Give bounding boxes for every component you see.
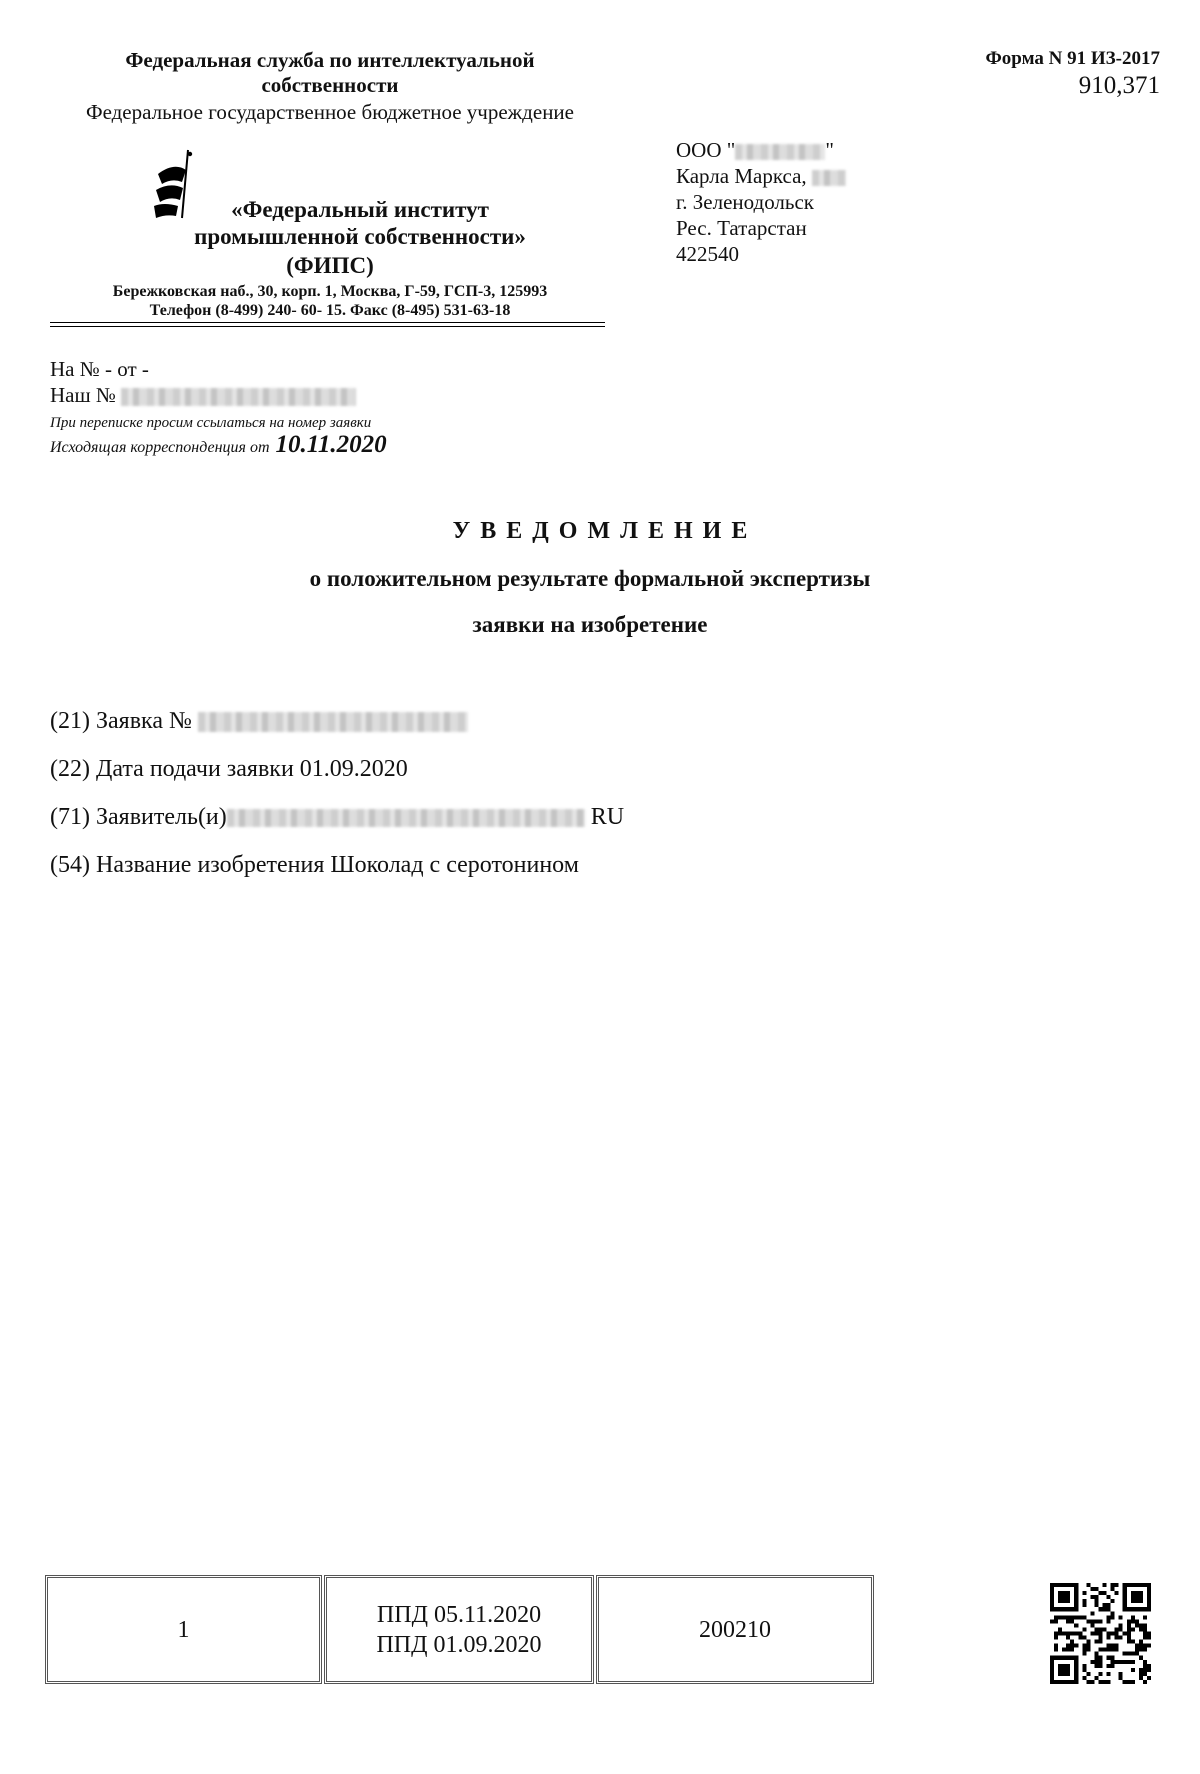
addressee-postcode: 422540	[676, 242, 739, 266]
addressee-region: Рес. Татарстан	[676, 216, 807, 240]
letterhead-rule	[50, 322, 605, 323]
redacted-applicant-name	[227, 809, 585, 827]
addressee-company	[676, 137, 834, 163]
application-number	[50, 706, 468, 736]
institute-abbreviation: (ФИПС)	[286, 253, 374, 278]
form-id: Форма N 91 ИЗ-2017	[985, 48, 1160, 69]
notice-subtitle: о положительном результате формальной экспертизы	[309, 566, 871, 591]
addressee-street-label: Карла Маркса,	[676, 164, 807, 188]
form-code: 910,371	[1078, 72, 1160, 99]
addressee-company-prefix: ООО "	[676, 138, 736, 162]
applicant-country: RU	[590, 804, 625, 830]
footer-ppd-1: ППД 05.11.2020	[376, 1601, 542, 1628]
addressee-city: г. Зеленодольск	[676, 190, 815, 214]
footer-code: 200210	[699, 1616, 771, 1643]
reference-note: При переписке просим ссылаться на номер заявки	[50, 415, 372, 431]
letterhead-rule	[50, 326, 605, 327]
institute-address: Бережковская наб., 30, корп. 1, Москва, Г-59, ГСП-3, 125993	[112, 283, 548, 300]
footer-code-cell	[596, 1575, 874, 1684]
redacted-reference-number	[121, 388, 356, 406]
footer-page-number: 1	[177, 1616, 190, 1643]
outgoing-correspondence	[50, 432, 387, 461]
federal-institution-type: Федеральное государственное бюджетное учреждение	[85, 100, 574, 124]
redacted-company-name	[735, 144, 825, 160]
footer-ppd-cell	[324, 1575, 594, 1684]
addressee-street	[676, 163, 846, 189]
outgoing-label: Исходящая корреспонденция от	[50, 439, 270, 456]
reference-theirs: На № - от -	[50, 357, 149, 381]
qr-code-icon	[1050, 1583, 1151, 1684]
redacted-application-number	[198, 712, 468, 732]
application-number-label: (21) Заявка №	[50, 708, 192, 734]
redacted-house-number	[812, 170, 846, 186]
addressee-company-suffix: "	[825, 138, 834, 162]
footer-page-cell	[45, 1575, 322, 1684]
outgoing-date: 10.11.2020	[275, 431, 387, 458]
institute-name: «Федеральный институт промышленной собственности»	[194, 197, 526, 249]
reference-ours	[50, 382, 356, 408]
applicant	[50, 802, 624, 832]
applicant-label: (71) Заявитель(и)	[50, 804, 227, 830]
filing-date: (22) Дата подачи заявки 01.09.2020	[50, 756, 408, 782]
institute-phone: Телефон (8-499) 240- 60- 15. Факс (8-495) 531-63-18	[149, 302, 511, 319]
notice-title: УВЕДОМЛЕНИЕ	[452, 518, 758, 544]
invention-title: (54) Название изобретения Шоколад с серотонином	[50, 852, 579, 878]
reference-ours-label: Наш №	[50, 383, 116, 407]
footer-ppd-2: ППД 01.09.2020	[376, 1631, 542, 1658]
notice-subtitle-line2: заявки на изобретение	[472, 612, 708, 637]
federal-service-name: Федеральная служба по интеллектуальной собственности	[125, 48, 535, 97]
